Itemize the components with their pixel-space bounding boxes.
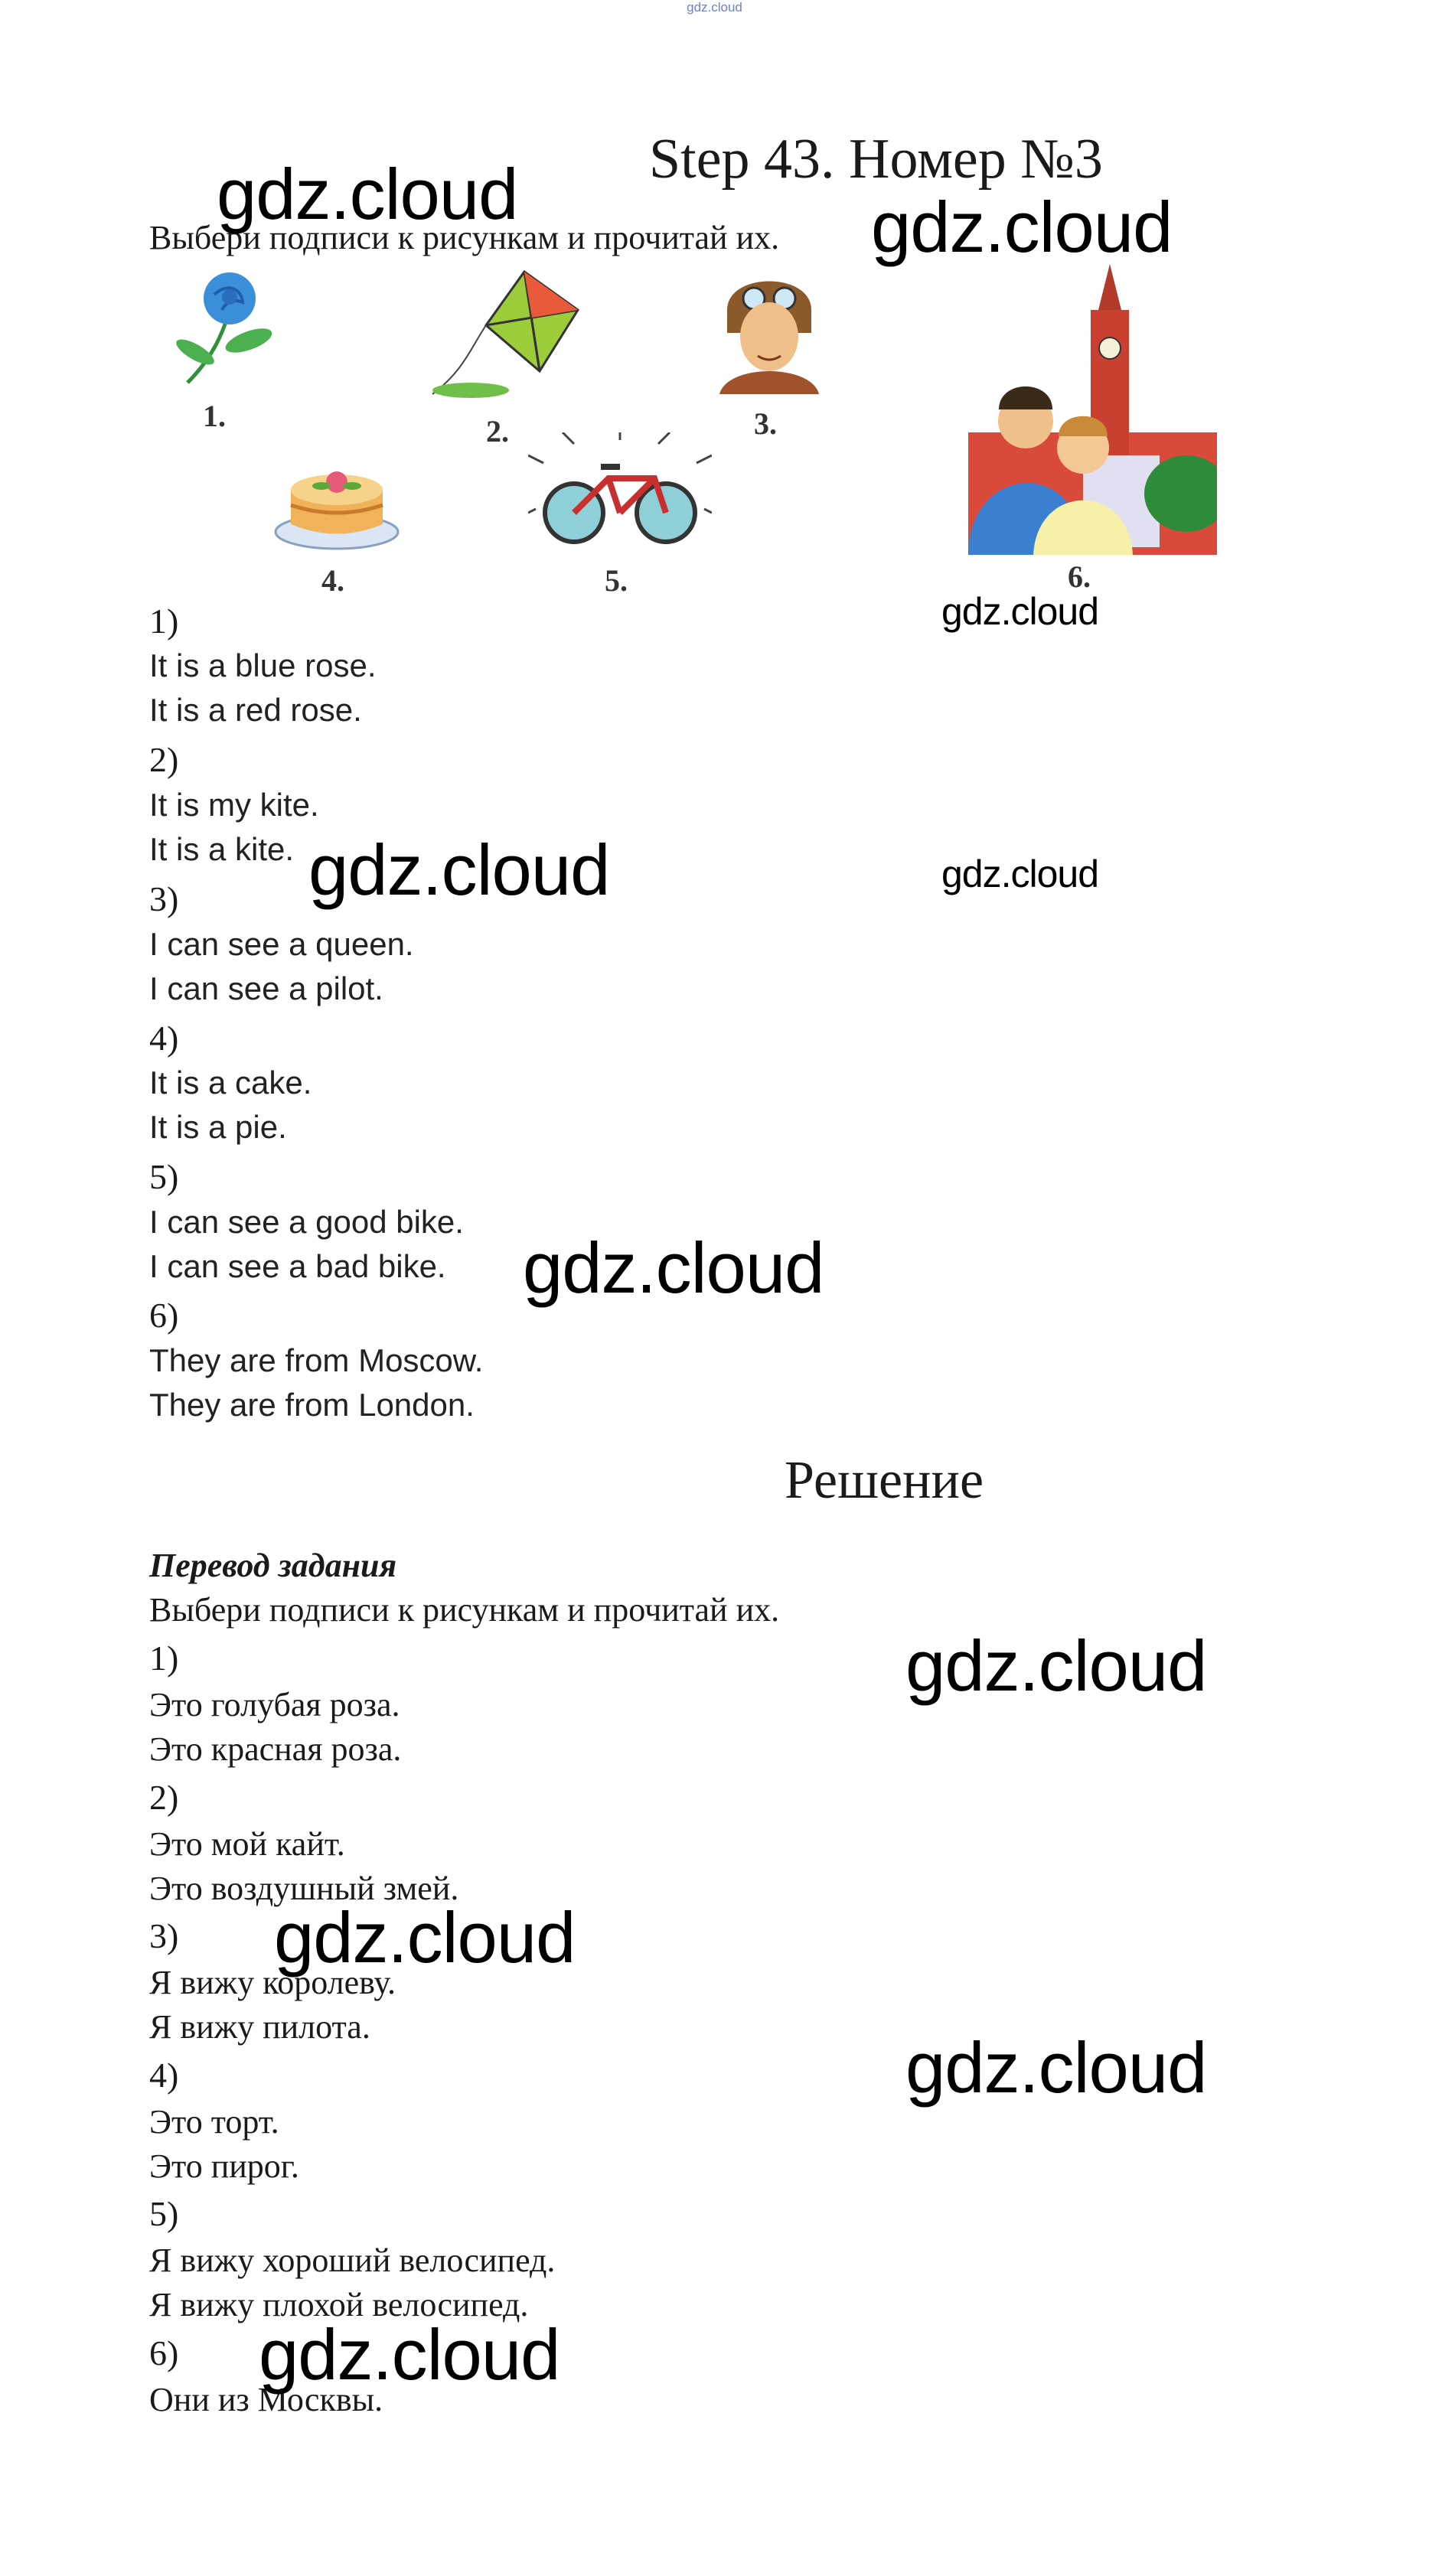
solution-line: Это голубая роза. — [149, 1686, 400, 1723]
watermark: gdz.cloud — [308, 830, 610, 910]
watermark: gdz.cloud — [941, 853, 1099, 895]
bike-picture — [528, 432, 712, 598]
kite-icon — [425, 264, 586, 402]
option-line: I can see a bad bike. — [149, 1248, 446, 1284]
picture-label: 3. — [754, 406, 777, 441]
watermark: gdz.cloud — [905, 1625, 1207, 1706]
solution-number: 5) — [149, 2194, 179, 2233]
watermark: gdz.cloud — [259, 2314, 560, 2395]
watermark: gdz.cloud — [217, 154, 518, 234]
option-number: 4) — [149, 1019, 179, 1058]
option-line: I can see a pilot. — [149, 970, 383, 1006]
task-instruction: Выбери подписи к рисункам и прочитай их. — [149, 219, 780, 256]
picture-label: 6. — [1068, 559, 1091, 594]
cake-icon — [272, 448, 402, 555]
solution-heading: Решение — [785, 1451, 984, 1510]
solution-line: Это торт. — [149, 2103, 279, 2141]
solution-number: 1) — [149, 1639, 179, 1678]
picture-label: 4. — [321, 563, 344, 598]
watermark: gdz.cloud — [274, 1897, 576, 1978]
option-line: They are from Moscow. — [149, 1342, 484, 1378]
watermark: gdz.cloud — [523, 1228, 824, 1308]
solution-line: Я вижу плохой велосипед. — [149, 2286, 529, 2323]
option-line: It is a blue rose. — [149, 647, 377, 683]
watermark: gdz.cloud — [941, 590, 1099, 633]
option-line: It is a kite. — [149, 831, 295, 867]
solution-line: Я вижу королеву. — [149, 1964, 396, 2001]
moscow-kremlin-icon — [968, 264, 1217, 555]
option-number: 1) — [149, 602, 179, 641]
solution-line: Я вижу пилота. — [149, 2008, 370, 2046]
bike-icon — [528, 432, 712, 555]
top-watermark: gdz.cloud — [687, 0, 742, 15]
option-line: It is my kite. — [149, 787, 319, 823]
pilot-picture — [712, 264, 827, 441]
solution-line: Это красная роза. — [149, 1730, 402, 1768]
option-line: They are from London. — [149, 1387, 475, 1423]
translation-instruction: Выбери подписи к рисункам и прочитай их. — [149, 1591, 780, 1629]
solution-line: Они из Москвы. — [149, 2381, 383, 2418]
solution-line: Это мой кайт. — [149, 1825, 345, 1863]
picture-label: 1. — [203, 399, 226, 433]
option-number: 6) — [149, 1296, 179, 1335]
solution-line: Я вижу хороший велосипед. — [149, 2242, 556, 2279]
option-line: I can see a good bike. — [149, 1204, 464, 1240]
option-number: 3) — [149, 879, 179, 918]
solution-number: 2) — [149, 1778, 179, 1817]
picture-label: 5. — [605, 563, 628, 598]
solution-number: 6) — [149, 2333, 179, 2372]
cake-picture — [272, 448, 402, 598]
solution-line: Это воздушный змей. — [149, 1870, 459, 1907]
option-line: It is a pie. — [149, 1109, 287, 1145]
solution-line: Это пирог. — [149, 2147, 299, 2185]
kite-picture — [425, 264, 586, 448]
moscow-picture — [968, 264, 1217, 594]
solution-number: 3) — [149, 1916, 179, 1955]
option-line: It is a cake. — [149, 1065, 312, 1101]
option-line: It is a red rose. — [149, 692, 362, 728]
rose-picture — [157, 268, 287, 433]
rose-icon — [157, 268, 287, 390]
solution-number: 4) — [149, 2056, 179, 2095]
picture-label: 2. — [486, 414, 509, 448]
watermark: gdz.cloud — [871, 187, 1173, 267]
translation-heading: Перевод задания — [149, 1547, 397, 1584]
option-number: 2) — [149, 740, 179, 779]
option-number: 5) — [149, 1157, 179, 1196]
option-line: I can see a queen. — [149, 926, 414, 962]
watermark: gdz.cloud — [905, 2027, 1207, 2108]
page-title: Step 43. Номер №3 — [649, 128, 1103, 191]
pilot-icon — [712, 264, 827, 394]
